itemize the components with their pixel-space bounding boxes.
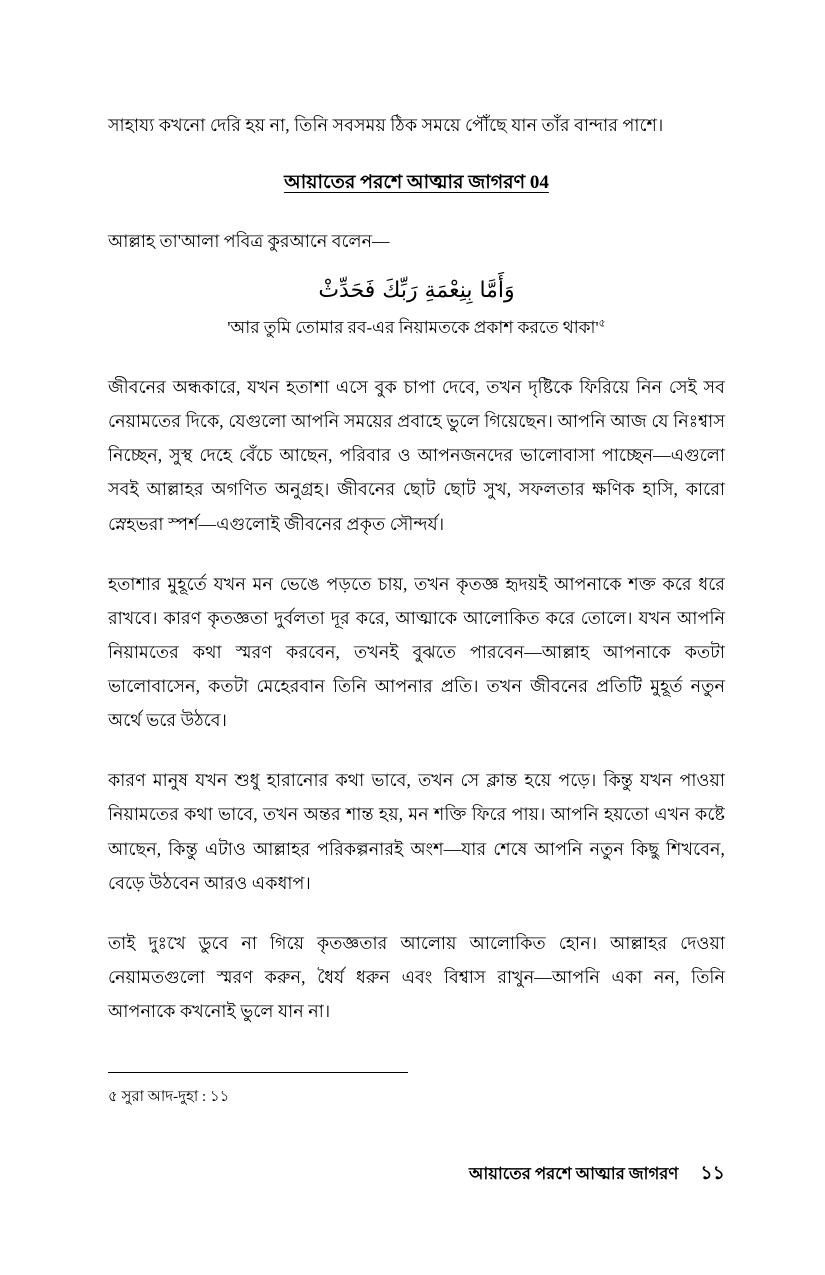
carryover-paragraph: সাহায্য কখনো দেরি হয় না, তিনি সবসময় ঠিক সময়ে পৌঁছে যান তাঁর বান্দার পাশে। [108, 115, 664, 135]
intro-line: আল্লাহ তা'আলা পবিত্র কুরআনে বলেন— [108, 231, 390, 252]
footer-title: আয়াতের পরশে আত্মার জাগরণ [469, 1164, 679, 1183]
footnote-text: ৫ সুরা আদ-দুহা : ১১ [108, 1089, 230, 1106]
body-paragraph: কারণ মানুষ যখন শুধু হারানোর কথা ভাবে, তখন সে ক্লান্ত হয়ে পড়ে। কিন্তু যখন পাওয়া নিয়ামতের কথা ভাবে, তখন অন্তর শান্ত হয়, মন শক্তি ফিরে পায়। আপনি হয়তো এখন কষ্টে আছেন, কিন্তু এটাও আল্লাহর পরিকল্পনারই অংশ—যার শেষে আপনি নতুন কিছু শিখবেন, বেড়ে উঠবেন আরও একধাপ। [108, 770, 725, 893]
verse-translation-text: 'আর তুমি তোমার রব-এর নিয়ামতকে প্রকাশ করতে থাকা' [227, 318, 599, 338]
body-paragraph: তাই দুঃখে ডুবে না গিয়ে কৃতজ্ঞতার আলোয় আলোকিত হোন। আল্লাহর দেওয়া নেয়ামতগুলো স্মরণ করুন, ধৈর্য ধরুন এবং বিশ্বাস রাখুন—আপনি একা নন, তিনি আপনাকে কখনোই ভুলে যান না। [108, 932, 725, 1022]
verse-translation [108, 313, 725, 344]
body-paragraph: হতাশার মুহূর্তে যখন মন ভেঙে পড়তে চায়, তখন কৃতজ্ঞ হৃদয়ই আপনাকে শক্ত করে ধরে রাখবে। কারণ কৃতজ্ঞতা দুর্বলতা দূর করে, আত্মাকে আলোকিত করে তোলে। যখন আপনি নিয়ামতের কথা স্মরণ করবেন, তখনই বুঝতে পারবেন—আল্লাহ আপনাকে কতটা ভালোবাসেন, কতটা মেহেরবান তিনি আপনার প্রতি। তখন জীবনের প্রতিটি মুহূর্ত নতুন অর্থে ভরে উঠবে। [108, 573, 725, 731]
arabic-verse: وَأَمَّا بِنِعْمَةِ رَبِّكَ فَحَدِّثْ [318, 277, 515, 303]
section-title: আয়াতের পরশে আত্মার জাগরণ 04 [284, 172, 549, 194]
body-paragraph: জীবনের অন্ধকারে, যখন হতাশা এসে বুক চাপা দেবে, তখন দৃষ্টিকে ফিরিয়ে নিন সেই সব নেয়ামতের দিকে, যেগুলো আপনি সময়ের প্রবাহে ভুলে গিয়েছেন। আপনি আজ যে নিঃশ্বাস নিচ্ছেন, সুস্থ দেহে বেঁচে আছেন, পরিবার ও আপনজনদের ভালোবাসা পাচ্ছেন—এগুলো সবই আল্লাহর অগণিত অনুগ্রহ। জীবনের ছোট ছোট সুখ, সফলতার ক্ষণিক হাসি, কারো স্নেহভরা স্পর্শ—এগুলোই জীবনের প্রকৃত সৌন্দর্য। [108, 377, 725, 534]
page-footer [469, 1159, 725, 1191]
footnote-divider [108, 1072, 408, 1073]
page-number: ১১ [700, 1163, 725, 1184]
footnote-marker: ৫ [598, 317, 606, 330]
